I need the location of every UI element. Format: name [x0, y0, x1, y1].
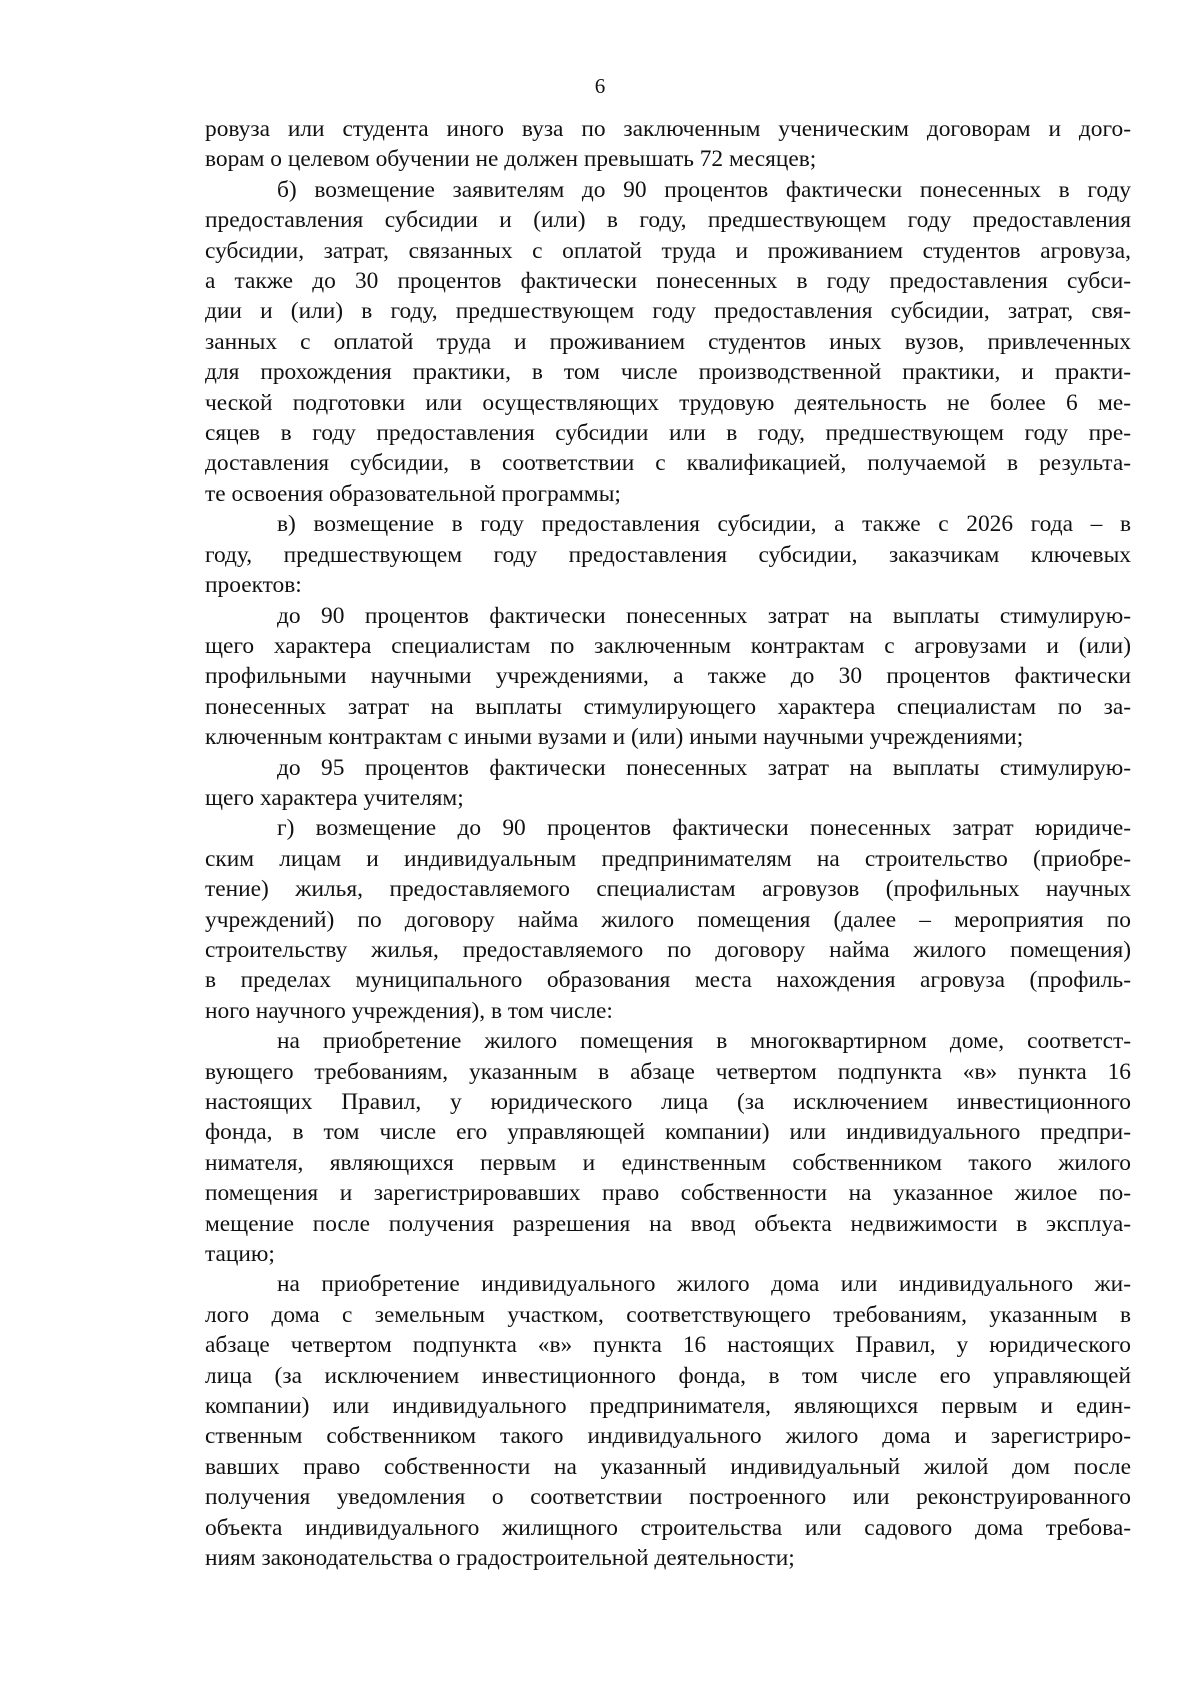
text-line: ниям законодательства о градостроительной деятельности; [205, 1545, 795, 1572]
text-line: ским лицам и индивидуальным предпринимателям на строительство (приобре- [205, 845, 1131, 872]
text-line: лица (за исключением инвестиционного фонда, в том числе его управляющей [205, 1362, 1131, 1389]
text-line: тацию; [205, 1241, 275, 1268]
text-line: понесенных затрат на выплаты стимулирующего характера специалистам по за- [205, 693, 1131, 720]
text-line: в) возмещение в году предоставления субсидии, а также с 2026 года – в [277, 511, 1131, 538]
paragraph [205, 813, 1131, 1026]
page-number: 6 [594, 74, 606, 98]
paragraph [205, 114, 1131, 175]
text-line: помещения и зарегистрировавших право собственности на указанное жилое по- [205, 1180, 1131, 1207]
text-line: а также до 30 процентов фактически понесенных в году предоставления субси- [205, 268, 1131, 295]
text-line: г) возмещение до 90 процентов фактически понесенных затрат юридиче- [277, 815, 1131, 842]
text-line: щего характера учителям; [205, 784, 464, 811]
text-line: ворам о целевом обучении не должен превышать 72 месяцев; [205, 146, 817, 173]
text-line: тение) жилья, предоставляемого специалистам агровузов (профильных научных [205, 876, 1131, 903]
text-line: на приобретение жилого помещения в многоквартирном доме, соответст- [277, 1028, 1131, 1055]
text-line: объекта индивидуального жилищного строительства или садового дома требова- [205, 1514, 1131, 1541]
text-line: предоставления субсидии и (или) в году, предшествующем году предоставления [205, 207, 1131, 234]
text-line: строительству жилья, предоставляемого по договору найма жилого помещения) [205, 936, 1131, 963]
paragraph [205, 509, 1131, 600]
document-body [205, 114, 1131, 1574]
paragraph [205, 175, 1131, 509]
text-line: до 90 процентов фактически понесенных затрат на выплаты стимулирую- [277, 602, 1131, 629]
text-line: лого дома с земельным участком, соответствующего требованиям, указанным в [205, 1301, 1131, 1328]
text-line: компании) или индивидуального предпринимателя, являющихся первым и един- [205, 1393, 1131, 1420]
text-line: дии и (или) в году, предшествующем году предоставления субсидии, затрат, свя- [205, 298, 1131, 325]
text-line: доставления субсидии, в соответствии с квалификацией, получаемой в результа- [205, 450, 1131, 477]
text-line: ственным собственником такого индивидуального жилого дома и зарегистриро- [205, 1423, 1131, 1450]
text-line: щего характера специалистам по заключенным контрактам с агровузами и (или) [205, 632, 1131, 659]
text-line: ровуза или студента иного вуза по заключенным ученическим договорам и дого- [205, 116, 1131, 142]
text-line: профильными научными учреждениями, а также до 30 процентов фактически [205, 663, 1131, 690]
text-line: году, предшествующем году предоставления субсидии, заказчикам ключевых [205, 541, 1131, 568]
text-line: вавших право собственности на указанный индивидуальный жилой дом после [205, 1453, 1131, 1480]
text-line: б) возмещение заявителям до 90 процентов фактически понесенных в году [277, 176, 1131, 203]
text-line: для прохождения практики, в том числе производственной практики, и практи- [205, 359, 1131, 386]
text-line: фонда, в том числе его управляющей компании) или индивидуального предпри- [205, 1119, 1131, 1146]
text-line: субсидии, затрат, связанных с оплатой труда и проживанием студентов агровуза, [205, 237, 1131, 264]
text-line: те освоения образовательной программы; [205, 480, 621, 507]
text-line: вующего требованиям, указанным в абзаце четвертом подпункта «в» пункта 16 [205, 1058, 1131, 1085]
paragraph [205, 1026, 1131, 1269]
text-line: нимателя, являющихся первым и единственным собственником такого жилого [205, 1149, 1131, 1176]
text-line: ключенным контрактам с иными вузами и (или) иными научными учреждениями; [205, 724, 1024, 751]
paragraph [205, 1269, 1131, 1573]
text-line: в пределах муниципального образования места нахождения агровуза (профиль- [205, 967, 1131, 994]
text-line: ческой подготовки или осуществляющих трудовую деятельность не более 6 ме- [205, 389, 1131, 416]
paragraph [205, 601, 1131, 753]
text-line: на приобретение индивидуального жилого дома или индивидуального жи- [277, 1271, 1131, 1298]
text-line: абзаце четвертом подпункта «в» пункта 16 настоящих Правил, у юридического [205, 1332, 1131, 1359]
text-line: до 95 процентов фактически понесенных затрат на выплаты стимулирую- [277, 754, 1131, 781]
text-line: получения уведомления о соответствии построенного или реконструированного [205, 1484, 1131, 1511]
paragraph [205, 753, 1131, 814]
text-line: занных с оплатой труда и проживанием студентов иных вузов, привлеченных [205, 328, 1131, 355]
text-line: настоящих Правил, у юридического лица (за исключением инвестиционного [205, 1089, 1131, 1115]
text-line: сяцев в году предоставления субсидии или в году, предшествующем году пре- [205, 420, 1131, 447]
text-line: учреждений) по договору найма жилого помещения (далее – мероприятия по [205, 906, 1131, 933]
text-line: проектов: [205, 572, 302, 599]
text-line: мещение после получения разрешения на ввод объекта недвижимости в эксплуа- [205, 1210, 1131, 1237]
text-line: ного научного учреждения), в том числе: [205, 997, 613, 1024]
